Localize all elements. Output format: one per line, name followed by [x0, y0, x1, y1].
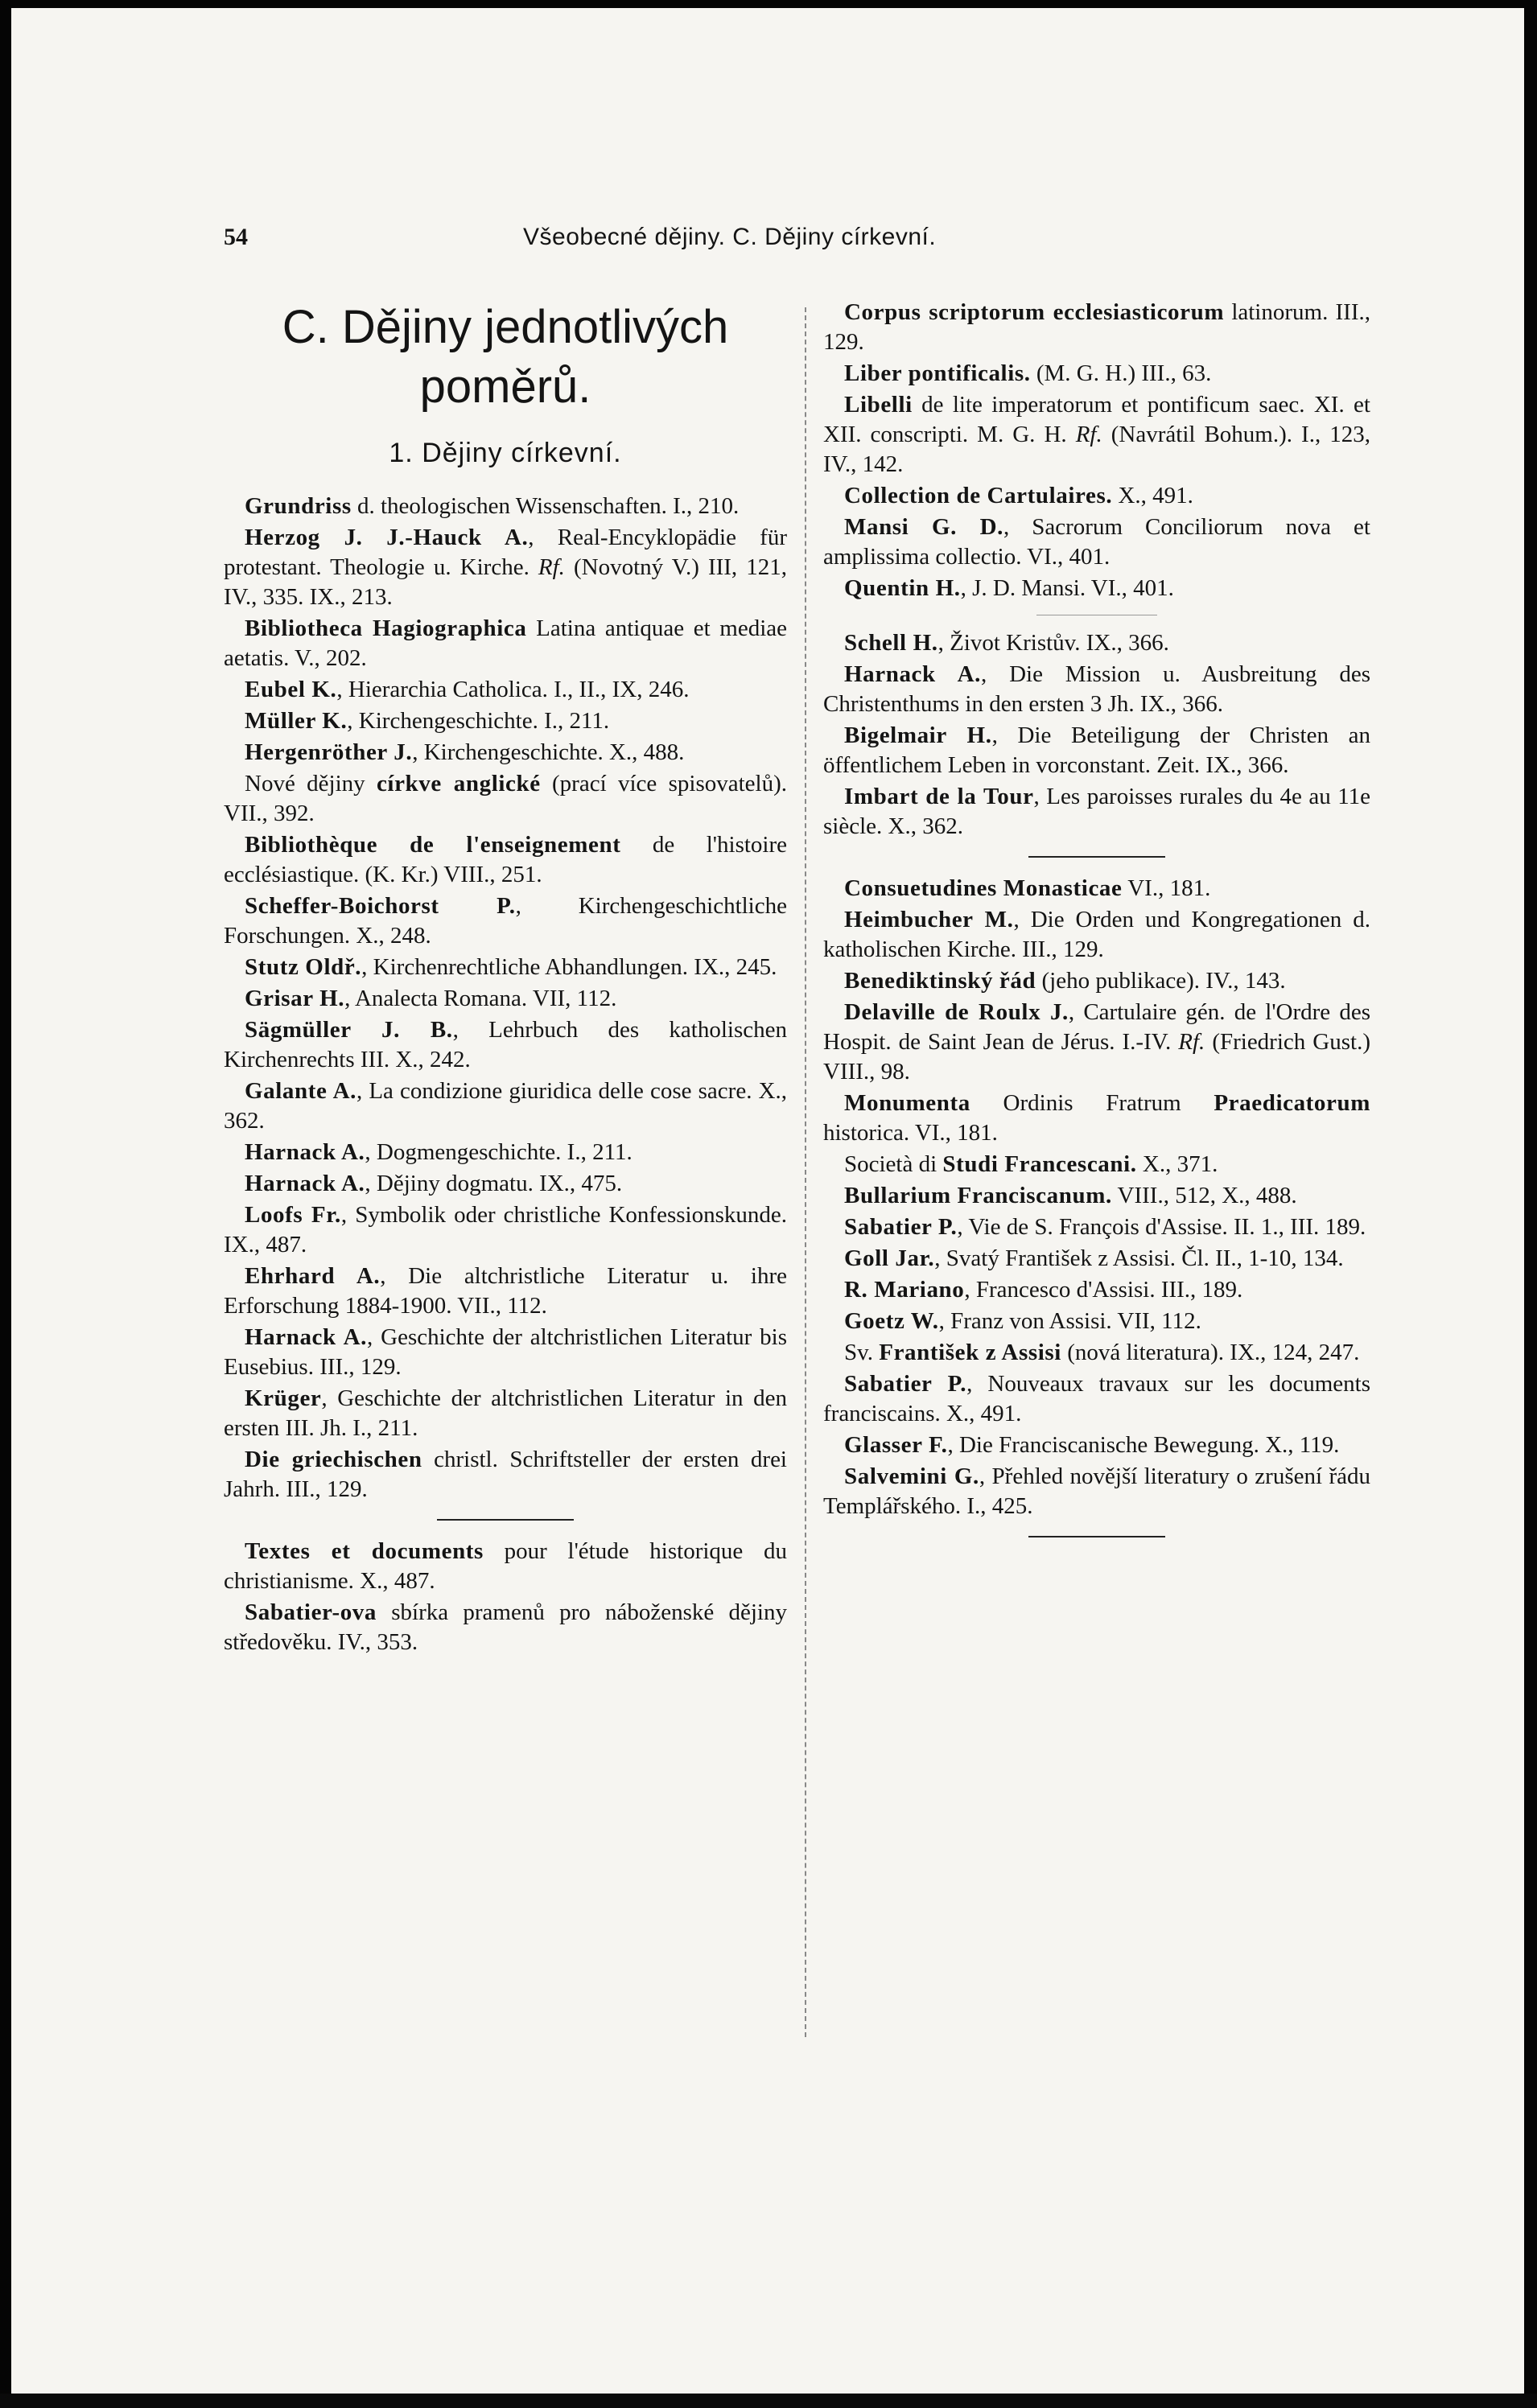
- entry-text: , Kirchengeschichtliche Forschungen. X., 248.: [224, 893, 787, 949]
- entry-author: Monumenta: [844, 1090, 970, 1116]
- bibliography-entry: [224, 1323, 787, 1382]
- bibliography-entry: [823, 1462, 1370, 1521]
- bibliography-entry: [823, 905, 1370, 965]
- entry-abbrev: Rf.: [538, 554, 565, 580]
- entry-author: Salvemini G.: [844, 1463, 979, 1489]
- entry-author: Bullarium Franciscanum.: [844, 1183, 1112, 1208]
- bibliography-entry: [224, 1138, 787, 1167]
- entry-text: , Kirchenrechtliche Abhandlungen. IX., 245.: [361, 954, 777, 980]
- entry-text: christl. Schriftsteller der ersten drei Jahrh. III., 129.: [224, 1447, 787, 1502]
- separator-rule: [437, 1519, 574, 1521]
- section-title: C. Dějiny jednotlivých poměrů.: [282, 301, 729, 413]
- entry-author: Harnack A.: [245, 1171, 365, 1196]
- entry-text: de lite imperatorum et pontificum saec. XI. et XII. conscripti. M. G. H.: [823, 392, 1370, 447]
- entry-text: , Geschichte der altchristlichen Literatur bis Eusebius. III., 129.: [224, 1324, 787, 1380]
- entry-author: Hergenröther J.: [245, 739, 413, 765]
- entry-author: Sabatier P.: [844, 1371, 967, 1397]
- running-header: [224, 224, 1109, 259]
- subsection-title: 1. Dějiny církevní.: [389, 438, 622, 468]
- entry-author: Galante A.: [245, 1078, 356, 1104]
- bibliography-entry: [823, 660, 1370, 719]
- entry-prefix: Sv.: [844, 1340, 880, 1365]
- left-entry-list: [224, 492, 787, 1657]
- entry-author: Eubel K.: [245, 677, 337, 702]
- entry-text: , Die Franciscanische Bewegung. X., 119.: [947, 1432, 1340, 1458]
- entry-text: , Kirchengeschichte. X., 488.: [412, 739, 685, 765]
- entry-abbrev: Rf.: [1075, 422, 1102, 447]
- entry-text: , Die Orden und Kongregationen d. katholischen Kirche. III., 129.: [823, 907, 1370, 962]
- entry-author: Ehrhard A.: [245, 1263, 381, 1289]
- entry-author: Delaville de Roulx J.: [844, 999, 1069, 1025]
- page-number: 54: [224, 224, 248, 250]
- bibliography-entry: [823, 1369, 1370, 1429]
- entry-text: (Navrátil Bohum.). I., 123, IV., 142.: [823, 422, 1370, 477]
- bibliography-entry: [224, 891, 787, 951]
- bibliography-entry: [823, 1338, 1370, 1368]
- entry-author: Liber pontificalis.: [844, 360, 1031, 386]
- entry-author: František z Assisi: [879, 1340, 1061, 1365]
- entry-text: , Dějiny dogmatu. IX., 475.: [365, 1171, 623, 1196]
- entry-text: , Hierarchia Catholica. I., II., IX, 246.: [336, 677, 690, 702]
- bibliography-entry: [823, 628, 1370, 658]
- bibliography-entry: [823, 782, 1370, 842]
- right-column: [823, 298, 1370, 1554]
- separator-rule: [1028, 856, 1165, 858]
- separator-rule: [1028, 1536, 1165, 1537]
- bibliography-entry: [823, 574, 1370, 603]
- bibliography-entry: [823, 998, 1370, 1087]
- bibliography-entry: [224, 984, 787, 1014]
- entry-prefix: Nové dějiny: [245, 771, 377, 796]
- entry-author: Loofs Fr.: [245, 1202, 341, 1228]
- entry-text: , Cartulaire gén. de l'Ordre des Hospit. de Saint Jean de Jérus. I.-IV.: [823, 999, 1370, 1055]
- bibliography-entry: [823, 1244, 1370, 1274]
- entry-author: Grundriss: [245, 493, 352, 519]
- entry-text: , Dogmengeschichte. I., 211.: [365, 1139, 633, 1165]
- bibliography-entry: [224, 1015, 787, 1075]
- entry-text: , Francesco d'Assisi. III., 189.: [964, 1277, 1243, 1303]
- entry-text: , Kirchengeschichte. I., 211.: [347, 708, 610, 734]
- entry-emphasis: Praedicatorum: [1214, 1090, 1370, 1116]
- bibliography-entry: [823, 1307, 1370, 1336]
- entry-author: Studi Francescani.: [942, 1151, 1137, 1177]
- entry-author: Benediktinský řád: [844, 968, 1036, 994]
- bibliography-entry: [224, 830, 787, 890]
- entry-text: , Svatý František z Assisi. Čl. II., 1-10, 134.: [934, 1245, 1344, 1271]
- entry-author: Libelli: [844, 392, 913, 418]
- bibliography-entry: [224, 614, 787, 673]
- entry-text: sbírka pramenů pro náboženské dějiny středověku. IV., 353.: [224, 1599, 787, 1655]
- entry-author: Consuetudines Monasticae: [844, 875, 1123, 901]
- header-title: Všeobecné dějiny. C. Dějiny církevní.: [523, 224, 937, 250]
- entry-author: Die griechischen: [245, 1447, 422, 1472]
- entry-author: církve anglické: [376, 771, 541, 796]
- entry-text: , Real-Encyklopädie für protestant. Theologie u. Kirche.: [224, 525, 787, 580]
- bibliography-entry: [823, 1181, 1370, 1211]
- entry-text: (nová literatura). IX., 124, 247.: [1061, 1340, 1360, 1365]
- bibliography-entry: [224, 1537, 787, 1596]
- entry-author: Stutz Oldř.: [245, 954, 362, 980]
- entry-text: , Die Beteiligung der Christen an öffentlichem Leben in vorconstant. Zeit. IX., 366.: [823, 722, 1370, 778]
- bibliography-entry: [224, 523, 787, 612]
- entry-text: latinorum. III., 129.: [823, 299, 1370, 355]
- entry-author: Imbart de la Tour: [844, 784, 1034, 809]
- entry-text: (jeho publikace). IV., 143.: [1036, 968, 1286, 994]
- entry-author: Goll Jar.: [844, 1245, 935, 1271]
- bibliography-entry: [224, 706, 787, 736]
- entry-text: X., 491.: [1112, 483, 1193, 508]
- entry-text: , Přehled novější literatury o zrušení řádu Templářského. I., 425.: [823, 1463, 1370, 1519]
- entry-text: , J. D. Mansi. VI., 401.: [960, 575, 1174, 601]
- entry-text: Ordinis Fratrum: [970, 1090, 1214, 1116]
- entry-author: Schell H.: [844, 630, 938, 656]
- entry-author: Bibliothèque de l'enseignement: [245, 832, 621, 858]
- bibliography-entry: [823, 1275, 1370, 1305]
- entry-text: , Život Kristův. IX., 366.: [937, 630, 1169, 656]
- left-column: [224, 298, 787, 1659]
- entry-author: Harnack A.: [245, 1139, 365, 1165]
- bibliography-entry: [823, 481, 1370, 511]
- entry-text: (prací více spisovatelů). VII., 392.: [224, 771, 787, 826]
- entry-text: X., 371.: [1136, 1151, 1218, 1177]
- bibliography-entry: [823, 359, 1370, 389]
- entry-author: Corpus scriptorum ecclesiasticorum: [844, 299, 1225, 325]
- entry-text: (Friedrich Gust.) VIII., 98.: [823, 1029, 1370, 1085]
- entry-author: Heimbucher M.: [844, 907, 1014, 932]
- entry-author: Harnack A.: [844, 661, 981, 687]
- entry-text: , Symbolik oder christliche Konfessionskunde. IX., 487.: [224, 1202, 787, 1258]
- entry-text: , Lehrbuch des katholischen Kirchenrechts III. X., 242.: [224, 1017, 788, 1072]
- entry-author: Quentin H.: [844, 575, 961, 601]
- bibliography-entry: [224, 1076, 787, 1136]
- bibliography-entry: [823, 298, 1370, 357]
- entry-text: VIII., 512, X., 488.: [1111, 1183, 1297, 1208]
- entry-text: d. theologischen Wissenschaften. I., 210.: [351, 493, 740, 519]
- entry-text: historica. VI., 181.: [823, 1120, 998, 1146]
- entry-author: Grisar H.: [245, 986, 345, 1011]
- entry-text: , Die Mission u. Ausbreitung des Christenthums in den ersten 3 Jh. IX., 366.: [823, 661, 1370, 717]
- column-divider: [805, 307, 806, 2037]
- entry-author: Mansi G. D.: [844, 514, 1003, 540]
- entry-author: Bigelmair H.: [844, 722, 992, 748]
- bibliography-entry: [224, 738, 787, 768]
- book-page: [224, 0, 1382, 2385]
- entry-author: Goetz W.: [844, 1308, 939, 1334]
- bibliography-entry: [823, 874, 1370, 904]
- entry-author: Harnack A.: [245, 1324, 368, 1350]
- bibliography-entry: [224, 1384, 787, 1443]
- entry-text: de l'histoire ecclésiastique. (K. Kr.) VIII., 251.: [224, 832, 787, 887]
- entry-author: Glasser F.: [844, 1432, 948, 1458]
- bibliography-entry: [224, 1169, 787, 1199]
- bibliography-entry: [823, 721, 1370, 780]
- bibliography-entry: [823, 390, 1370, 480]
- entry-author: Müller K.: [245, 708, 348, 734]
- scan-border: [0, 2394, 1537, 2408]
- entry-text: , Sacrorum Conciliorum nova et amplissima collectio. VI., 401.: [823, 514, 1370, 570]
- bibliography-entry: [224, 675, 787, 705]
- bibliography-entry: [224, 1262, 787, 1321]
- entry-text: , Geschichte der altchristlichen Literatur in den ersten III. Jh. I., 211.: [224, 1385, 787, 1441]
- bibliography-entry: [823, 1150, 1370, 1179]
- bibliography-entry: [224, 492, 787, 521]
- entry-text: , Vie de S. François d'Assise. II. 1., III. 189.: [957, 1214, 1366, 1240]
- entry-text: Latina antiquae et mediae aetatis. V., 202.: [224, 615, 787, 671]
- entry-author: Herzog J. J.-Hauck A.: [245, 525, 529, 550]
- entry-text: , Nouveaux travaux sur les documents franciscains. X., 491.: [823, 1371, 1371, 1426]
- entry-prefix: Società di: [844, 1151, 943, 1177]
- entry-author: Collection de Cartulaires.: [844, 483, 1113, 508]
- entry-author: Sabatier P.: [844, 1214, 958, 1240]
- entry-author: Sabatier-ova: [245, 1599, 377, 1625]
- bibliography-entry: [823, 1089, 1370, 1148]
- entry-author: Krüger: [245, 1385, 322, 1411]
- entry-text: , Die altchristliche Literatur u. ihre Erforschung 1884-1900. VII., 112.: [224, 1263, 787, 1319]
- bibliography-entry: [224, 1598, 787, 1657]
- entry-author: R. Mariano: [844, 1277, 965, 1303]
- entry-text: (M. G. H.) III., 63.: [1030, 360, 1212, 386]
- entry-author: Bibliotheca Hagiographica: [245, 615, 527, 641]
- entry-abbrev: Rf.: [1178, 1029, 1205, 1055]
- entry-author: Sägmüller J. B.: [245, 1017, 453, 1043]
- bibliography-entry: [224, 1200, 787, 1260]
- entry-text: (Novotný V.) III, 121, IV., 335. IX., 213.: [224, 554, 787, 610]
- bibliography-entry: [823, 1430, 1370, 1460]
- bibliography-entry: [224, 769, 787, 829]
- entry-author: Textes et documents: [245, 1538, 484, 1564]
- bibliography-entry: [823, 1212, 1370, 1242]
- entry-text: pour l'étude historique du christianisme. X., 487.: [224, 1538, 787, 1594]
- right-entry-list: [823, 298, 1370, 1537]
- bibliography-entry: [224, 953, 787, 982]
- entry-text: , Les paroisses rurales du 4e au 11e siècle. X., 362.: [823, 784, 1370, 839]
- bibliography-entry: [823, 966, 1370, 996]
- entry-text: , La condizione giuridica delle cose sacre. X., 362.: [224, 1078, 787, 1134]
- entry-text: , Analecta Romana. VII, 112.: [344, 986, 617, 1011]
- bibliography-entry: [224, 1445, 787, 1504]
- entry-author: Scheffer-Boichorst P.: [245, 893, 516, 919]
- entry-text: VI., 181.: [1122, 875, 1211, 901]
- bibliography-entry: [823, 512, 1370, 572]
- entry-text: , Franz von Assisi. VII, 112.: [938, 1308, 1201, 1334]
